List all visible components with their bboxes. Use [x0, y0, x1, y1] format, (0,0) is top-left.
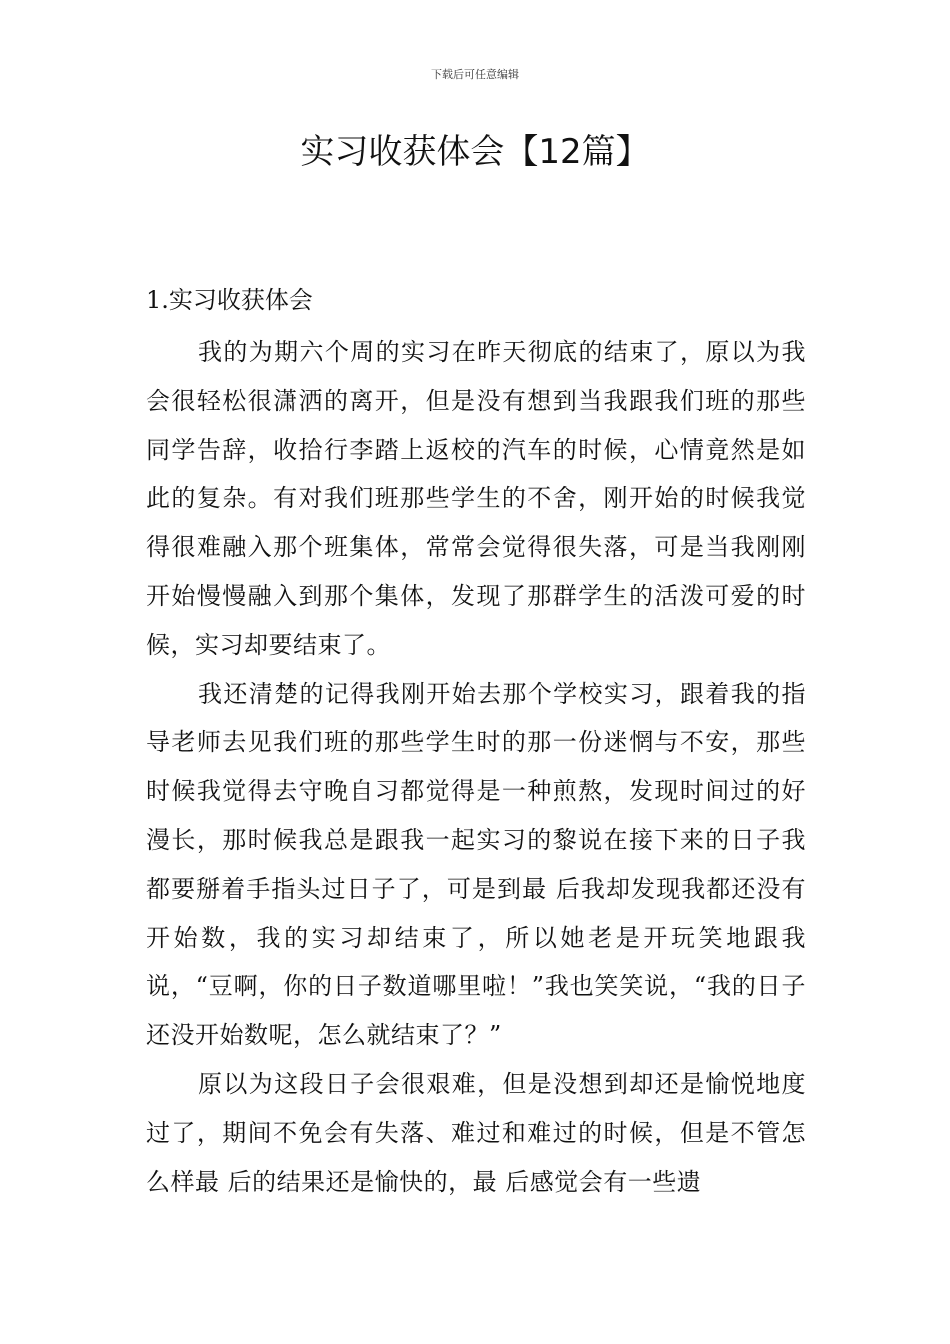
document-body [146, 328, 806, 1206]
document-title: 实习收获体会【12篇】 [300, 132, 650, 172]
header-note: 下载后可任意编辑 [431, 68, 519, 81]
paragraph-1: 我的为期六个周的实习在昨天彻底的结束了，原以为我会很轻松很潇洒的离开，但是没有想到当我跟我们班的那些同学告辞，收拾行李踏上返校的汽车的时候，心情竟然是如此的复杂。有对我们班那些学生的不舍，刚开始的时候我觉得很难融入那个班集体，常常会觉得很失落，可是当我刚刚开始慢慢融入到那个集体，发现了那群学生的活泼可爱的时候，实习却要结束了。 [146, 338, 806, 659]
section-heading: 1.实习收获体会 [146, 286, 313, 314]
paragraph-3: 原以为这段日子会很艰难，但是没想到却还是愉悦地度过了，期间不免会有失落、难过和难过的时候，但是不管怎么样最 后的结果还是愉快的，最 后感觉会有一些遗 [146, 1069, 806, 1196]
paragraph-2: 我还清楚的记得我刚开始去那个学校实习，跟着我的指导老师去见我们班的那些学生时的那一份迷惘与不安，那些时候我觉得去守晚自习都觉得是一种煎熬，发现时间过的好漫长，那时候我总是跟我一起实习的黎说在接下来的日子我都要掰着手指头过日子了，可是到最 后我却发现我都还没有开始数，我的实习却结束了，所以她老是开玩笑地跟我说，“豆啊，你的日子数道哪里啦！”我也笑笑说，“我的日子还没开始数呢，怎么就结束了？” [146, 679, 806, 1050]
